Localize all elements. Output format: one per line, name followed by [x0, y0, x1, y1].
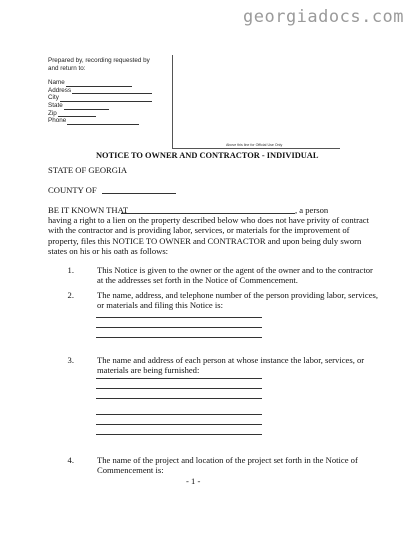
- item-2: 2. The name, address, and telephone number of the person providing labor, services, or materials and filing this Notice is:: [48, 290, 388, 311]
- instance-person-line-4[interactable]: [96, 414, 262, 415]
- provider-info-line-1[interactable]: [96, 317, 262, 318]
- claimant-name-input[interactable]: [121, 206, 295, 214]
- prepared-by-label: Prepared by, recording requested by and return to:: [48, 57, 150, 72]
- be-it-known-label: BE IT KNOWN THAT: [48, 205, 129, 215]
- instance-person-line-3[interactable]: [96, 398, 262, 399]
- document-title: NOTICE TO OWNER AND CONTRACTOR - INDIVIDUAL: [96, 151, 319, 160]
- county-input[interactable]: [102, 186, 176, 194]
- return-address-fields: [48, 79, 152, 125]
- instance-person-line-5[interactable]: [96, 424, 262, 425]
- provider-info-line-2[interactable]: [96, 327, 262, 328]
- item-3-number: 3.: [67, 355, 74, 365]
- provider-info-line-3[interactable]: [96, 337, 262, 338]
- state-line: STATE OF GEORGIA: [48, 165, 128, 175]
- phone-field[interactable]: Phone: [48, 117, 152, 125]
- be-it-known-tail: , a person: [295, 205, 329, 215]
- county-label: COUNTY OF: [48, 185, 97, 195]
- item-4-number: 4.: [67, 455, 74, 465]
- item-2-number: 2.: [67, 290, 74, 300]
- instance-person-line-1[interactable]: [96, 378, 262, 379]
- instance-person-line-2[interactable]: [96, 388, 262, 389]
- page-number: - 1 -: [186, 476, 201, 486]
- official-use-line: [172, 148, 340, 149]
- recording-box-divider: [172, 55, 173, 148]
- name-field[interactable]: Name: [48, 79, 152, 87]
- site-brand: georgiadocs.com: [243, 7, 405, 27]
- instance-person-line-6[interactable]: [96, 434, 262, 435]
- official-use-label: Above this line for Official Use Only: [226, 143, 283, 147]
- item-1-number: 1.: [67, 265, 74, 275]
- item-1: 1. This Notice is given to the owner or the agent of the owner and to the contractor at the addresses set forth in the Notice of Commencement.: [48, 265, 388, 286]
- state-field[interactable]: State: [48, 102, 152, 110]
- item-3: 3. The name and address of each person at whose instance the labor, services, or materials are being furnished:: [48, 355, 388, 376]
- city-field[interactable]: City: [48, 94, 152, 102]
- address-field[interactable]: Address: [48, 87, 152, 95]
- intro-paragraph: having a right to a lien on the property described below who does not have privity of contract with the contractor and is providing labor, services, or materials for the improvement of property, files this NOTICE TO OWNER and CONTRACTOR and upon being duly sworn states on his or his oath as follows:: [48, 215, 369, 257]
- item-4: 4. The name of the project and location of the project set forth in the Notice of Commencement is:: [48, 455, 388, 476]
- zip-field[interactable]: Zip: [48, 110, 152, 118]
